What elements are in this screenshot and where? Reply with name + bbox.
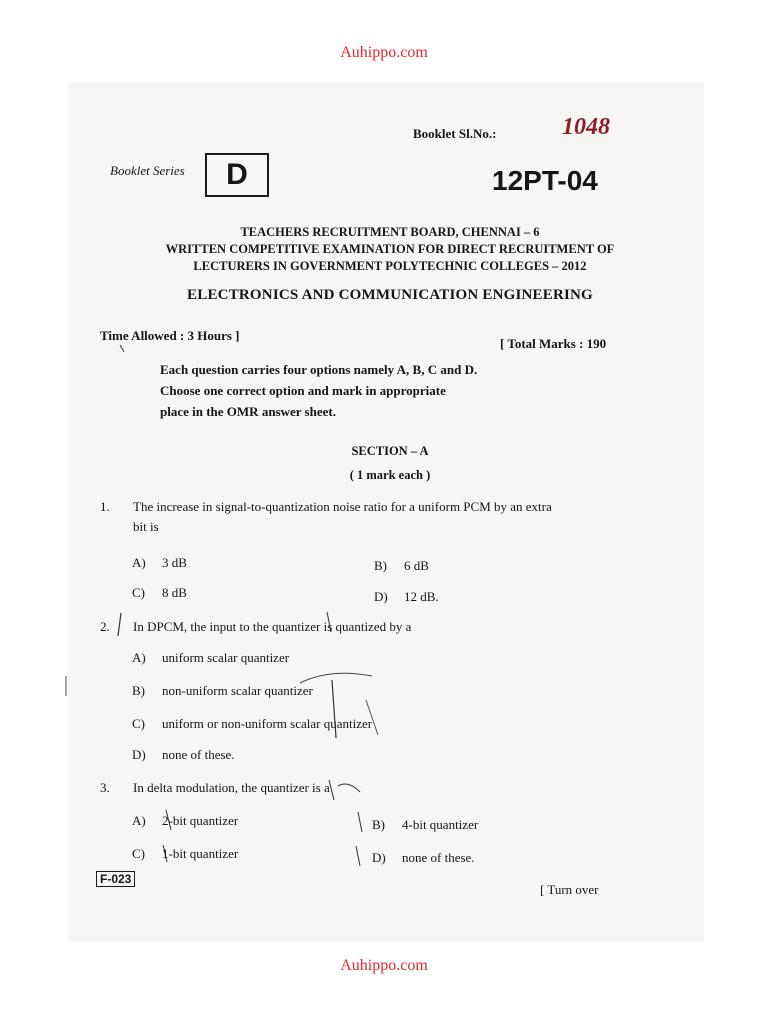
option: [374, 589, 439, 605]
option: [132, 716, 372, 732]
booklet-sl-label: Booklet Sl.No.:: [413, 126, 497, 141]
watermark-top: Auhippo.com: [340, 44, 428, 61]
booklet-series-box: D: [205, 153, 269, 197]
subject-title: ELECTRONICS AND COMMUNICATION ENGINEERING: [187, 287, 593, 303]
option-label: A): [132, 650, 146, 665]
option-label: B): [132, 683, 145, 698]
exam-title-line: LECTURERS IN GOVERNMENT POLYTECHNIC COLLEGES – 2012: [193, 259, 587, 273]
option-text: 4-bit quantizer: [402, 817, 479, 832]
option-text: none of these.: [162, 747, 235, 762]
option-label: B): [374, 558, 387, 573]
form-code: F-023: [96, 871, 135, 887]
option: [372, 817, 478, 833]
option: [132, 585, 187, 601]
question-text: The increase in signal-to-quantization noise ratio for a uniform PCM by an extra: [133, 499, 552, 514]
paper-code: 12PT-04: [492, 165, 598, 196]
option: [132, 846, 238, 862]
question-text: In DPCM, the input to the quantizer is quantized by a: [133, 619, 412, 634]
question-text: bit is: [133, 519, 159, 534]
question-number: 3.: [100, 780, 110, 795]
option: [132, 747, 235, 763]
booklet-sl-number: 1048: [562, 114, 610, 140]
option: [132, 683, 313, 699]
option-text: uniform scalar quantizer: [162, 650, 290, 665]
option-label: D): [374, 589, 388, 604]
option-label: D): [132, 747, 146, 762]
board-title: TEACHERS RECRUITMENT BOARD, CHENNAI – 6: [240, 225, 540, 239]
section-title: SECTION – A: [351, 444, 429, 458]
option-text: 1-bit quantizer: [162, 846, 239, 861]
option-label: C): [132, 585, 145, 600]
option: [132, 650, 289, 666]
instruction-line: Choose one correct option and mark in appropriate: [160, 383, 446, 398]
time-allowed: Time Allowed : 3 Hours ]: [100, 328, 240, 343]
option: [132, 555, 187, 571]
option: [132, 813, 238, 829]
option-label: A): [132, 813, 146, 828]
option-text: none of these.: [402, 850, 475, 865]
option-label: A): [132, 555, 146, 570]
option-label: C): [132, 716, 145, 731]
option-text: 3 dB: [162, 555, 187, 570]
question-number: 2.: [100, 619, 110, 634]
option-text: 2-bit quantizer: [162, 813, 239, 828]
option-label: B): [372, 817, 385, 832]
section-subtitle: ( 1 mark each ): [349, 468, 431, 482]
option-label: C): [132, 846, 145, 861]
question-text: In delta modulation, the quantizer is a: [133, 780, 330, 795]
exam-title-line: WRITTEN COMPETITIVE EXAMINATION FOR DIRECT RECRUITMENT OF: [165, 242, 615, 256]
question-number: 1.: [100, 499, 110, 514]
option: [372, 850, 475, 866]
watermark-bottom: Auhippo.com: [340, 957, 428, 974]
option-text: 12 dB.: [404, 589, 439, 604]
turn-over-note: [ Turn over: [540, 882, 599, 897]
option: [374, 558, 429, 574]
option-text: 8 dB: [162, 585, 187, 600]
option-text: non-uniform scalar quantizer: [162, 683, 313, 698]
option-label: D): [372, 850, 386, 865]
option-text: 6 dB: [404, 558, 429, 573]
option-text: uniform or non-uniform scalar quantizer: [162, 716, 373, 731]
booklet-series-label: Booklet Series: [110, 163, 185, 178]
instruction-line: Each question carries four options namely A, B, C and D.: [160, 362, 478, 377]
total-marks: [ Total Marks : 190: [500, 336, 607, 351]
instruction-line: place in the OMR answer sheet.: [160, 404, 336, 419]
